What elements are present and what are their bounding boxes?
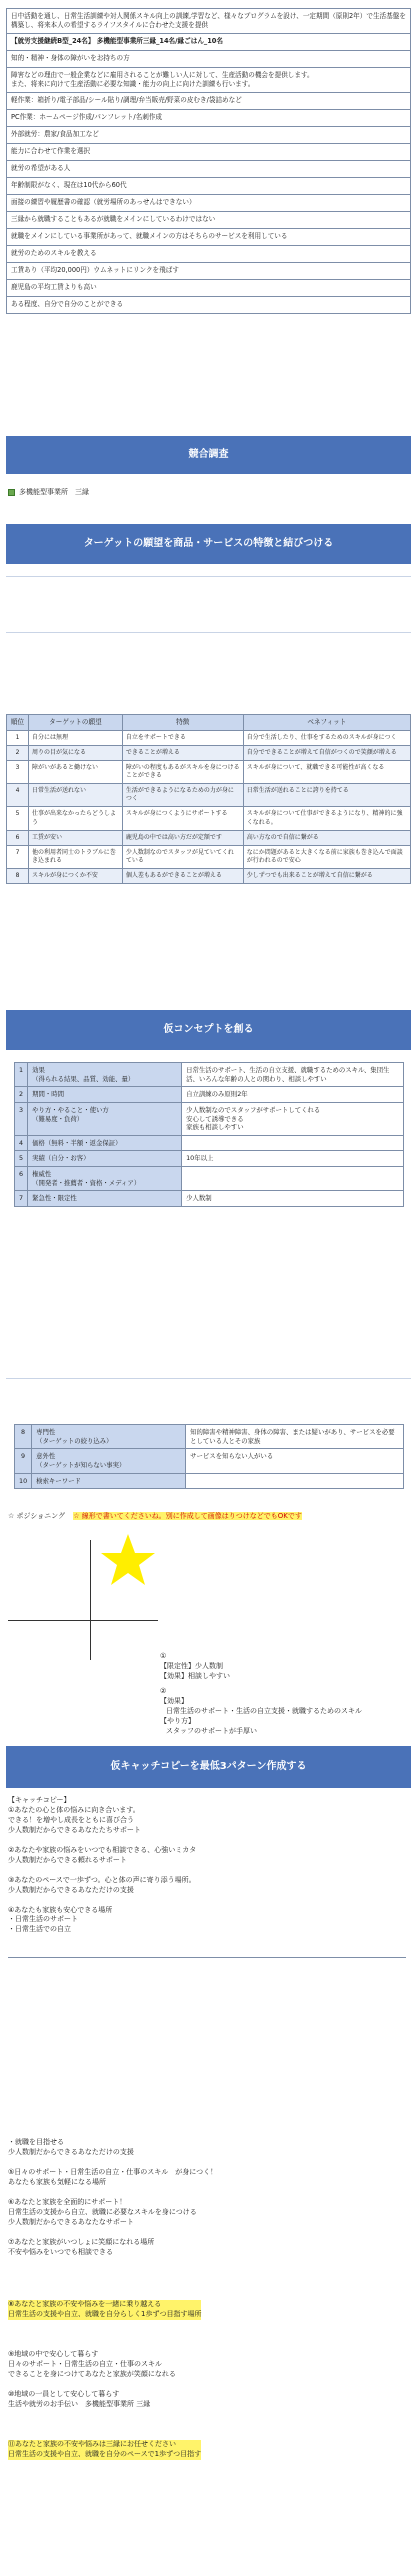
table-cell: 面接の練習や履歴書の確認（就労場所のあっせんはできない） bbox=[7, 194, 411, 211]
table-cell: スキルが身について、就職できる可能性が高くなる bbox=[243, 761, 410, 784]
copy-line: ⑦あなたと家族がいつしょに笑顔になれる場所 bbox=[8, 2237, 155, 2246]
table-row bbox=[7, 830, 411, 845]
row-number: 7 bbox=[15, 1191, 28, 1207]
table-cell: 知的・精神・身体の障がいをお持ちの方 bbox=[7, 50, 411, 67]
copy-line: ⑨地域の中で安心して暮らす bbox=[8, 2350, 99, 2358]
table-cell: 鹿児島の中では高い方だが定額です bbox=[122, 830, 243, 845]
concept-value bbox=[182, 1167, 404, 1191]
row-number: 6 bbox=[15, 1167, 28, 1191]
competition-banner: 競合調査 bbox=[6, 436, 411, 474]
table-row bbox=[7, 194, 411, 211]
table-cell: 日常生活が送れない bbox=[29, 784, 123, 807]
needs-banner: ターゲットの願望を商品・サービスの特徴と結びつける bbox=[6, 524, 411, 564]
concept-value bbox=[186, 1473, 404, 1489]
table-cell: スキルが身につくようにサポートする bbox=[122, 807, 243, 830]
table-row bbox=[7, 228, 411, 245]
positioning-note: ☆ 線形で書いてくださいね。別に作成して画像はりつけなどでもOKです bbox=[73, 1512, 302, 1520]
table-row bbox=[7, 868, 411, 883]
table-cell: 自分でできることが増えて自信がつくので笑顔が増える bbox=[243, 745, 410, 760]
concept-table bbox=[14, 1062, 404, 1207]
row-number: 4 bbox=[15, 1135, 28, 1151]
table-row bbox=[7, 296, 411, 313]
table-row bbox=[15, 1473, 404, 1489]
column-header: ベネフィット bbox=[243, 715, 410, 731]
copy-line: 日々のサポート・日常生活の自立・仕事のスキル bbox=[8, 2359, 162, 2368]
row-number: 1 bbox=[15, 1063, 28, 1087]
concept-value: 日常生活のサポート、生活の自立支援、就職するためのスキル、集団生活、いろんな年齢の人との関わり、相談しやすい bbox=[182, 1063, 404, 1087]
copy-line: 【キャッチコピー】 bbox=[8, 1796, 71, 1804]
table-cell: 少しずつでも出来ることが増えて自信に繋がる bbox=[243, 868, 410, 883]
table-cell: 日常生活が送れることに誇りを持てる bbox=[243, 784, 410, 807]
table-cell: 7 bbox=[7, 845, 29, 868]
copy-line: できることを身につけてあなたと家族が笑顔になれる bbox=[8, 2369, 176, 2378]
concept-banner: 仮コンセプトを創る bbox=[6, 1010, 411, 1050]
row-number: 8 bbox=[15, 1425, 32, 1449]
copy-line: ③あなたのペースで一歩ずつ。心と体の声に寄り添う場所。 bbox=[8, 1875, 196, 1884]
concept-key: やり方・やること・使い方 （難易度・負荷） bbox=[28, 1102, 182, 1135]
column-header: 順位 bbox=[7, 715, 29, 731]
table-row bbox=[7, 160, 411, 177]
table-cell: できることが増える bbox=[122, 745, 243, 760]
column-header: 特徴 bbox=[122, 715, 243, 731]
table-row bbox=[7, 33, 411, 50]
table-row bbox=[7, 9, 411, 34]
table-row bbox=[7, 279, 411, 296]
concept-key: 効果 （得られる結果、品質、効能、量） bbox=[28, 1063, 182, 1087]
concept-value bbox=[182, 1135, 404, 1151]
table-cell: スキルが身について仕事ができるようになり、精神的に強くなれる。 bbox=[243, 807, 410, 830]
table-row bbox=[7, 177, 411, 194]
catchcopy-highlight-2: ⑪あなたと家族の不安や悩みは三縁にお任せください 日常生活の支援や自立、就職を自分のペースで1歩ずつ目指す bbox=[8, 2440, 202, 2458]
concept-key: 専門性 （ターゲットの絞り込み） bbox=[32, 1425, 186, 1449]
copy-line: ・日常生活のサポート bbox=[8, 1915, 78, 1924]
table-cell: 年齢制限がなく、現在は10代から60代 bbox=[7, 177, 411, 194]
table-cell: 生活ができるようになるための力が身につく bbox=[122, 784, 243, 807]
concept-table-continued bbox=[14, 1424, 404, 1489]
table-row bbox=[7, 262, 411, 279]
table-cell: PC作業：ホームページ作成/パンフレット/名刺作成 bbox=[7, 109, 411, 126]
vertical-axis bbox=[90, 1540, 91, 1660]
copy-line: できる！を増やし成長をともに喜び合う bbox=[8, 1815, 134, 1824]
row-number: 5 bbox=[15, 1151, 28, 1167]
table-cell: 少人数制なのでスタッフが見ていてくれている bbox=[122, 845, 243, 868]
table-row bbox=[15, 1087, 404, 1103]
copy-line: 少人数制だからできる頼れるサポート bbox=[8, 1855, 127, 1864]
table-row bbox=[7, 67, 411, 92]
concept-value: 自立訓練のみ原則2年 bbox=[182, 1087, 404, 1103]
concept-key: 検索キーワード bbox=[32, 1473, 186, 1489]
divider bbox=[8, 1957, 406, 1958]
copy-line: ①あなたの心と体の悩みに向き合います。 bbox=[8, 1805, 140, 1814]
table-cell: 三縁から就職することもあるが就職をメインにしているわけではない bbox=[7, 211, 411, 228]
table-row bbox=[15, 1102, 404, 1135]
catchcopy-list-2 bbox=[8, 2138, 217, 2257]
table-row bbox=[7, 50, 411, 67]
table-row bbox=[15, 1167, 404, 1191]
table-cell: 鹿児島の平均工賃よりも高い bbox=[7, 279, 411, 296]
table-row bbox=[15, 1151, 404, 1167]
table-row bbox=[7, 807, 411, 830]
target-needs-table bbox=[6, 714, 411, 884]
copy-line: あなたも家族も気軽になる場所 bbox=[8, 2177, 106, 2186]
copy-line: ⑥あなたと家族を全面的にサポート！ bbox=[8, 2197, 127, 2206]
column-header: ターゲットの願望 bbox=[29, 715, 123, 731]
concept-key: 権威性 （開発者・推薦者・資格・メディア） bbox=[28, 1167, 182, 1191]
copy-line: 不安や悩みをいつでも相談できる bbox=[8, 2247, 113, 2256]
row-number: 10 bbox=[15, 1473, 32, 1489]
table-cell: 2 bbox=[7, 745, 29, 760]
concept-key: 価格（無料・半額・返金保証） bbox=[28, 1135, 182, 1151]
star-icon bbox=[100, 1532, 156, 1588]
concept-value: 少人数制 bbox=[182, 1191, 404, 1207]
table-cell: 自分には無理 bbox=[29, 730, 123, 745]
table-row bbox=[7, 745, 411, 760]
concept-key: 実績（自分・お客） bbox=[28, 1151, 182, 1167]
row-number: 3 bbox=[15, 1102, 28, 1135]
table-cell: 【就労支援継続B型_24名】 多機能型事業所三縁_14名/縁ごはん_10名 bbox=[7, 33, 411, 50]
table-row bbox=[7, 845, 411, 868]
table-cell: なにか問題があると大きくなる前に家族も巻き込んで面談が行われるので安心 bbox=[243, 845, 410, 868]
table-cell: 自立をサポートできる bbox=[122, 730, 243, 745]
divider bbox=[6, 632, 411, 633]
catchcopy-banner: 仮キャッチコピーを最低3パターン作成する bbox=[6, 1746, 411, 1788]
table-row bbox=[7, 730, 411, 745]
table-cell: 5 bbox=[7, 807, 29, 830]
copy-line: ・日常生活での自立 bbox=[8, 1925, 71, 1934]
concept-value: 少人数制なのでスタッフがサポートしてくれる 安心して誘導できる 家族も相談しやすい bbox=[182, 1102, 404, 1135]
copy-line: 少人数制だからできるあなたたちサポート bbox=[8, 1825, 141, 1834]
table-cell: 他の利用者同士のトラブルに巻き込まれる bbox=[29, 845, 123, 868]
copy-line: ⑩地域の一員として安心して暮らす bbox=[8, 2389, 120, 2398]
positioning-label: ☆ ポジショニング bbox=[8, 1512, 66, 1520]
table-cell: 障害などの理由で一般企業などに雇用されることが難しい人に対して、生産活動の機会を提供します。 また、将来に向けて生産活動に必要な知識・能力の向上に向けた訓練も行います。 bbox=[7, 67, 411, 92]
table-cell: 周りの目が気になる bbox=[29, 745, 123, 760]
table-row bbox=[7, 211, 411, 228]
divider bbox=[6, 576, 411, 577]
table-row bbox=[7, 126, 411, 143]
positioning-axis-1: ① 【限定性】少人数制 【効果】相談しやすい ② 【効果】 日常生活のサポート・生活の自立支援・就職するためのスキル 【やり方】 スタッフのサポートが手厚い bbox=[160, 1652, 362, 1735]
table-cell: 3 bbox=[7, 761, 29, 784]
table-row bbox=[7, 245, 411, 262]
concept-key: 緊急性・限定性 bbox=[28, 1191, 182, 1207]
catchcopy-highlight-1: ⑧あなたと家族の不安や悩みを一緒に乗り越える 日常生活の支援や自立、就職を自分らしく1歩ずつ目指す場所 bbox=[8, 2300, 202, 2318]
copy-line: ④あなたも家族も安心できる場所 bbox=[8, 1905, 113, 1914]
table-cell: 8 bbox=[7, 868, 29, 883]
table-row bbox=[15, 1191, 404, 1207]
copy-line: 少人数制だからできるあなたなサポート bbox=[8, 2217, 134, 2226]
competition-item: 多機能型事業所 三縁 bbox=[8, 488, 89, 497]
table-cell: 障がいがあると働けない bbox=[29, 761, 123, 784]
table-cell: 高い方なので自信に繋がる bbox=[243, 830, 410, 845]
table-cell: 軽作業：箱折り/電子部品/シール貼り/調理/弁当販売/野菜の皮むき/袋詰めなど bbox=[7, 92, 411, 109]
table-row bbox=[7, 109, 411, 126]
table-cell: スキルが身につくか不安 bbox=[29, 868, 123, 883]
table-cell: 自分で生活したり、仕事をするためのスキルが身につく bbox=[243, 730, 410, 745]
table-row bbox=[15, 1449, 404, 1473]
table-cell: 工賃あり（平均20,000円）ウムネットにリンクを飛ばす bbox=[7, 262, 411, 279]
table-row bbox=[15, 1135, 404, 1151]
copy-line: ②あなたや家族の悩みをいつでも相談できる、心強いミカタ bbox=[8, 1845, 197, 1854]
checkbox-icon bbox=[8, 489, 15, 496]
table-cell: 就職をメインにしている事業所があって、就職メインの方はそちらのサービスを利用している bbox=[7, 228, 411, 245]
table-cell: 4 bbox=[7, 784, 29, 807]
concept-key: 期間・時間 bbox=[28, 1087, 182, 1103]
concept-value: 10年以上 bbox=[182, 1151, 404, 1167]
row-number: 2 bbox=[15, 1087, 28, 1103]
table-row bbox=[15, 1063, 404, 1087]
horizontal-axis bbox=[8, 1620, 158, 1621]
service-info-table bbox=[6, 8, 411, 314]
copy-line: 少人数制だからできるあなただけの支援 bbox=[8, 2147, 134, 2156]
table-row bbox=[7, 761, 411, 784]
catchcopy-list-1 bbox=[8, 1796, 196, 1935]
table-cell: 就労のためのスキルを教える bbox=[7, 245, 411, 262]
table-cell: ある程度、自分で自分のことができる bbox=[7, 296, 411, 313]
copy-line: 少人数制だからできるあなただけの支援 bbox=[8, 1885, 134, 1894]
table-cell: 外部就労：農家/食品加工など bbox=[7, 126, 411, 143]
table-row bbox=[7, 784, 411, 807]
copy-line: ⑤日々のサポート・日常生活の自立・仕事のスキル が身につく！ bbox=[8, 2167, 218, 2176]
positioning-row bbox=[8, 1512, 302, 1521]
divider bbox=[6, 1378, 411, 1379]
concept-key: 意外性 （ターゲットが知らない事実） bbox=[32, 1449, 186, 1473]
table-row bbox=[7, 92, 411, 109]
table-cell: 6 bbox=[7, 830, 29, 845]
catchcopy-list-3 bbox=[8, 2350, 176, 2410]
table-cell: 障がいの程度もあるがスキルを身につけることができる bbox=[122, 761, 243, 784]
intro-cell: 日中活動を通し、日常生活訓練や対人関係スキル向上の訓練,学習など、様々なプログラムを設け、一定期間（原則2年）で生活基盤を構築し、将来本人の希望するライフスタイルに合わせた支援を提供 bbox=[7, 9, 411, 34]
copy-line: 生活や就労のお手伝い 多機能型事業所 三縁 bbox=[8, 2399, 151, 2408]
table-cell: 仕事が出来なかったらどうしよう bbox=[29, 807, 123, 830]
row-number: 9 bbox=[15, 1449, 32, 1473]
table-cell: 能力に合わせて作業を選択 bbox=[7, 143, 411, 160]
concept-value: サービスを知らない人がいる bbox=[186, 1449, 404, 1473]
table-cell: 1 bbox=[7, 730, 29, 745]
table-cell: 就労の希望がある人 bbox=[7, 160, 411, 177]
table-cell: 工賃が安い bbox=[29, 830, 123, 845]
concept-value: 知的障害や精神障害、身体の障害、または疑いがあり、サービスを必要としている人とその家族 bbox=[186, 1425, 404, 1449]
table-cell: 個人差もあるができることが増える bbox=[122, 868, 243, 883]
copy-line: ・就職を目指せる bbox=[8, 2138, 64, 2146]
table-row bbox=[15, 1425, 404, 1449]
table-row bbox=[7, 143, 411, 160]
copy-line: 日常生活の支援から自立、就職に必要なスキルを身につける bbox=[8, 2207, 197, 2216]
